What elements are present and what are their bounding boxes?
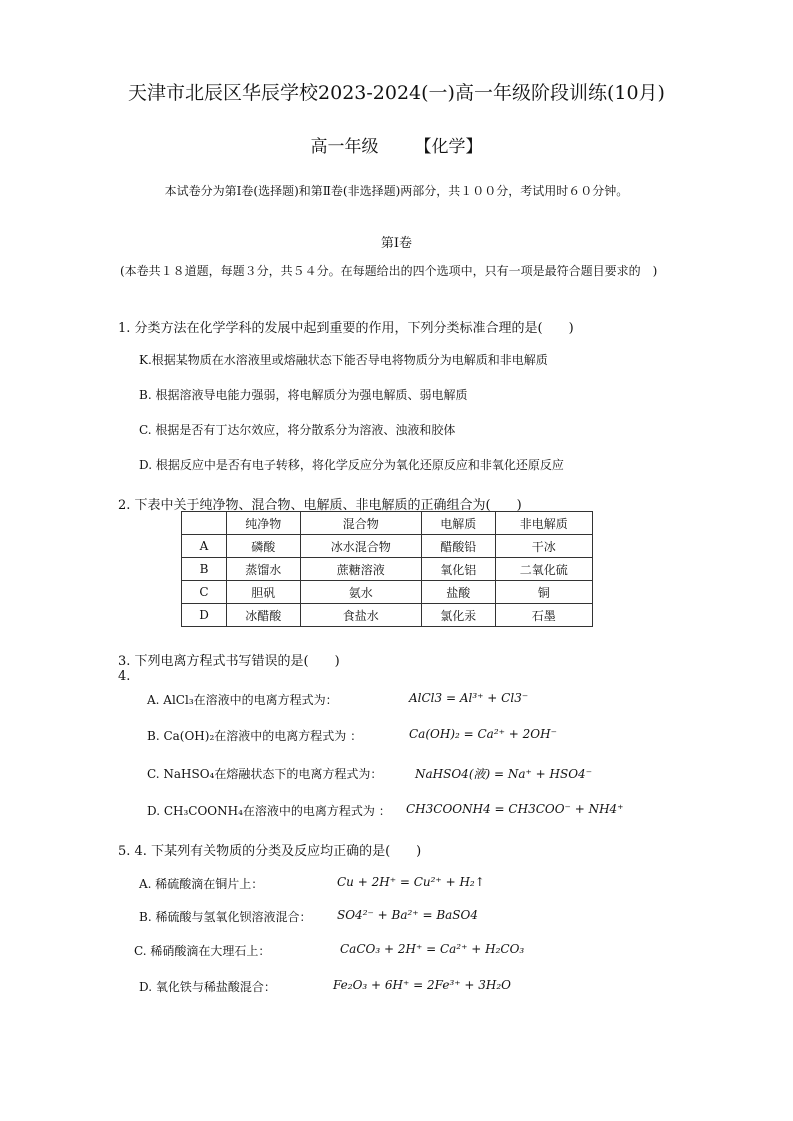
question-5-option-a-label: A. 稀硫酸滴在铜片上： [139, 877, 264, 891]
table-cell: 铜 [495, 581, 593, 604]
table-header-cell: 混合物 [300, 512, 421, 535]
question-5-option-c-equation: CaCO₃ + 2H⁺ = Ca²⁺ + H₂CO₃ [340, 942, 525, 956]
question-1-stem: 1. 分类方法在化学学科的发展中起到重要的作用，下列分类标准合理的是( ) [118, 321, 574, 336]
question-1-option-a: K.根据某物质在水溶液里或熔融状态下能否导电将物质分为电解质和非电解质 [139, 353, 548, 367]
table-cell: 氧化铝 [421, 558, 495, 581]
table-header-cell: 纯净物 [227, 512, 301, 535]
question-3-option-c-equation: NaHSO4(液) = Na⁺ + HSO4⁻ [415, 767, 593, 781]
table-row [182, 581, 593, 604]
table-header-cell [182, 512, 227, 535]
table-header-cell: 电解质 [421, 512, 495, 535]
question-5-option-b-equation: SO4²⁻ + Ba²⁺ = BaSO4 [337, 908, 478, 922]
table-cell: 石墨 [495, 604, 593, 627]
table-cell: 氨水 [300, 581, 421, 604]
table-cell: C [182, 581, 227, 604]
question-1-option-b: B. 根据溶液导电能力强弱，将电解质分为强电解质、弱电解质 [139, 388, 468, 402]
table-cell: D [182, 604, 227, 627]
table-cell: 氯化汞 [421, 604, 495, 627]
question-5-option-c-label: C. 稀硝酸滴在大理石上： [134, 944, 271, 958]
grade-label: 高一年级 [310, 137, 379, 157]
table-header-row [182, 512, 593, 535]
question-1-option-d: D. 根据反应中是否有电子转移，将化学反应分为氧化还原反应和非氧化还原反应 [139, 458, 564, 472]
exam-title: 天津市北辰区华辰学校2023-2024(一)高一年级阶段训练(10月) [128, 82, 665, 104]
exam-subtitle [0, 132, 793, 157]
table-row [182, 558, 593, 581]
question-3-option-a-equation: AlCl3 = Al³⁺ + Cl3⁻ [409, 691, 529, 705]
question-3-option-b-equation: Ca(OH)₂ = Ca²⁺ + 2OH⁻ [409, 727, 557, 741]
table-cell: B [182, 558, 227, 581]
question-3-stem: 3. 下列电离方程式书写错误的是( ) [118, 654, 340, 669]
table-cell: 盐酸 [421, 581, 495, 604]
table-cell: 二氧化硫 [495, 558, 593, 581]
question-3-option-d-equation: CH3COONH4 = CH3COO⁻ + NH4⁺ [406, 802, 624, 816]
question-2-stem: 2. 下表中关于纯净物、混合物、电解质、非电解质的正确组合为( ) [118, 498, 522, 513]
table-cell: 冰水混合物 [300, 535, 421, 558]
question-3-option-d-label: D. CH₃COONH₄在溶液中的电离方程式为 ： [147, 804, 391, 818]
table-cell: 蒸馏水 [227, 558, 301, 581]
table-cell: 磷酸 [227, 535, 301, 558]
question-3-option-c-label: C. NaHSO₄在熔融状态下的电离方程式为： [147, 767, 383, 781]
question-3-option-a-label: A. AlCl₃在溶液中的电离方程式为： [147, 693, 338, 707]
question-5-stem: 5. 4. 下某列有关物质的分类及反应均正确的是( ) [118, 844, 422, 859]
table-row [182, 604, 593, 627]
question-1-option-c: C. 根据是否有丁达尔效应，将分散系分为溶液、浊液和胶体 [139, 423, 456, 437]
part1-title: 第Ⅰ卷 [380, 236, 413, 251]
question-3-option-b-label: B. Ca(OH)₂在溶液中的电离方程式为 ： [147, 729, 363, 743]
table-cell: 胆矾 [227, 581, 301, 604]
table-cell: A [182, 535, 227, 558]
table-cell: 冰醋酸 [227, 604, 301, 627]
table-cell: 干冰 [495, 535, 593, 558]
question-2-table [181, 511, 593, 627]
question-5-option-b-label: B. 稀硫酸与氢氧化钡溶液混合： [139, 910, 312, 924]
question-5-option-d-label: D. 氧化铁与稀盐酸混合： [139, 980, 276, 994]
table-cell: 醋酸铅 [421, 535, 495, 558]
table-cell: 蔗糖溶液 [300, 558, 421, 581]
exam-intro: 本试卷分为第Ⅰ卷(选择题)和第Ⅱ卷(非选择题)两部分，共１００分，考试用时６０分钟。 [164, 184, 629, 198]
part1-note: (本卷共１８道题，每题３分，共５４分。在每题给出的四个选项中，只有一项是最符合题目要求的 ) [120, 264, 658, 278]
table-row [182, 535, 593, 558]
subject-label: 【化学】 [414, 137, 483, 157]
question-4-number: 4. [118, 669, 131, 684]
table-header-cell: 非电解质 [495, 512, 593, 535]
table-cell: 食盐水 [300, 604, 421, 627]
question-5-option-a-equation: Cu + 2H⁺ = Cu²⁺ + H₂↑ [337, 875, 485, 889]
question-5-option-d-equation: Fe₂O₃ + 6H⁺ = 2Fe³⁺ + 3H₂O [333, 978, 512, 992]
